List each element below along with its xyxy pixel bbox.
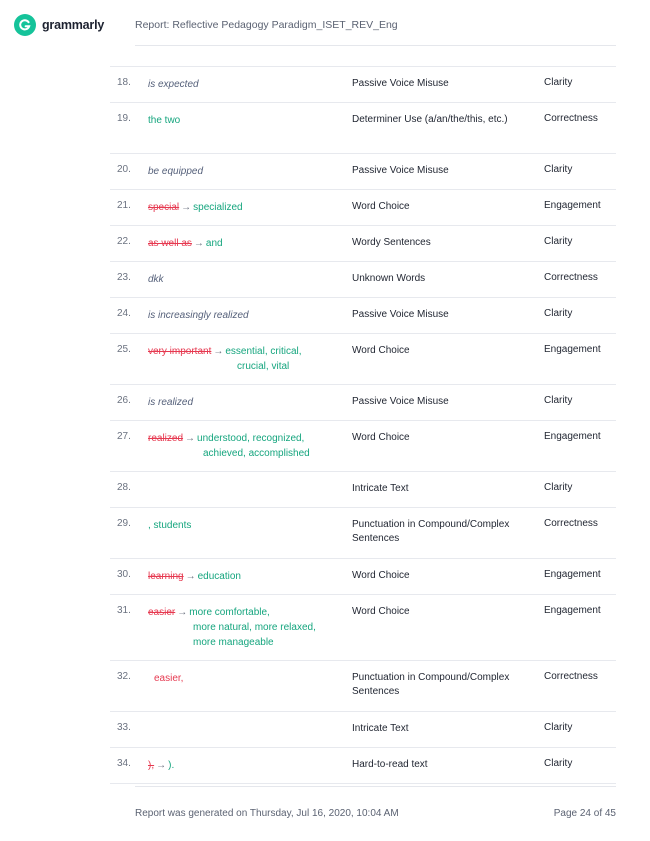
row-number: 24. bbox=[117, 308, 131, 319]
issue-type: Determiner Use (a/an/the/this, etc.) bbox=[352, 114, 508, 125]
row-number: 25. bbox=[117, 344, 131, 355]
issue-type: Intricate Text bbox=[352, 723, 409, 734]
table-row bbox=[110, 153, 616, 189]
row-number: 27. bbox=[117, 431, 131, 442]
deleted-text: special bbox=[148, 202, 180, 213]
suggestion-phrase[interactable] bbox=[148, 395, 338, 410]
suggestion-phrase[interactable] bbox=[148, 431, 338, 461]
replacement-text[interactable]: essential, bbox=[225, 346, 268, 357]
table-row bbox=[110, 333, 616, 384]
row-number: 34. bbox=[117, 758, 131, 769]
arrow-right-icon: → bbox=[156, 760, 167, 771]
issue-type: Passive Voice Misuse bbox=[352, 396, 449, 407]
arrow-right-icon: → bbox=[185, 433, 196, 444]
issue-category: Engagement bbox=[544, 200, 601, 211]
deleted-text: realized bbox=[148, 433, 184, 444]
row-number: 28. bbox=[117, 482, 131, 493]
row-number: 26. bbox=[117, 395, 131, 406]
table-row bbox=[110, 660, 616, 711]
issue-category: Clarity bbox=[544, 164, 573, 175]
arrow-right-icon: → bbox=[213, 346, 224, 357]
table-row bbox=[110, 558, 616, 594]
row-number: 29. bbox=[117, 518, 131, 529]
deleted-text: learning bbox=[148, 571, 184, 582]
suggestion-phrase[interactable] bbox=[148, 758, 338, 773]
insertion-text: the two bbox=[148, 115, 181, 126]
issue-category: Correctness bbox=[544, 518, 598, 529]
table-row bbox=[110, 711, 616, 747]
replacement-text[interactable]: recognized, bbox=[252, 433, 305, 444]
suggestion-phrase[interactable] bbox=[148, 236, 338, 251]
suggestion-phrase[interactable] bbox=[148, 113, 338, 128]
replacement-text[interactable]: specialized bbox=[193, 202, 243, 213]
arrow-right-icon: → bbox=[177, 607, 188, 618]
suggestion-phrase[interactable] bbox=[148, 569, 338, 584]
issue-type: Wordy Sentences bbox=[352, 237, 431, 248]
issue-category: Clarity bbox=[544, 482, 573, 493]
issue-category: Correctness bbox=[544, 113, 598, 124]
replacement-text[interactable]: more relaxed, bbox=[254, 622, 316, 633]
brand-name: grammarly bbox=[42, 18, 105, 32]
grammarly-logo[interactable] bbox=[14, 14, 104, 36]
suggestions-table bbox=[110, 66, 616, 784]
insertion-text: easier, bbox=[154, 673, 184, 684]
issue-type: Intricate Text bbox=[352, 483, 409, 494]
row-number: 32. bbox=[117, 671, 131, 682]
replacement-text[interactable]: accomplished bbox=[248, 448, 310, 459]
table-row bbox=[110, 747, 616, 784]
suggestion-phrase[interactable] bbox=[148, 200, 338, 215]
replacement-text[interactable]: critical, bbox=[270, 346, 302, 357]
row-number: 20. bbox=[117, 164, 131, 175]
issue-type: Punctuation in Compound/Complex Sentences bbox=[352, 519, 510, 544]
footer-divider bbox=[135, 786, 616, 787]
issue-type: Word Choice bbox=[352, 345, 410, 356]
suggestion-phrase[interactable] bbox=[148, 308, 338, 323]
row-number: 22. bbox=[117, 236, 131, 247]
arrow-right-icon: → bbox=[193, 238, 204, 249]
suggestion-phrase[interactable] bbox=[148, 518, 338, 533]
issue-category: Clarity bbox=[544, 758, 573, 769]
row-number: 18. bbox=[117, 77, 131, 88]
issue-type: Word Choice bbox=[352, 201, 410, 212]
issue-type: Hard-to-read text bbox=[352, 759, 428, 770]
issue-type: Passive Voice Misuse bbox=[352, 165, 449, 176]
suggestion-phrase[interactable] bbox=[148, 77, 338, 92]
replacement-text[interactable]: and bbox=[205, 238, 223, 249]
replacement-text[interactable]: education bbox=[197, 571, 241, 582]
issue-category: Correctness bbox=[544, 272, 598, 283]
insertion-text: , students bbox=[148, 520, 192, 531]
issue-type: Word Choice bbox=[352, 606, 410, 617]
issue-type: Word Choice bbox=[352, 570, 410, 581]
deleted-text: ), bbox=[148, 760, 155, 771]
table-row bbox=[110, 66, 616, 102]
issue-category: Clarity bbox=[544, 722, 573, 733]
table-row bbox=[110, 420, 616, 471]
suggestion-phrase[interactable] bbox=[148, 671, 338, 686]
replacement-text[interactable]: ). bbox=[168, 760, 175, 771]
table-row bbox=[110, 507, 616, 558]
deleted-text: as well as bbox=[148, 238, 192, 249]
issue-type: Passive Voice Misuse bbox=[352, 78, 449, 89]
report-header bbox=[0, 0, 650, 60]
row-number: 33. bbox=[117, 722, 131, 733]
suggestion-phrase[interactable] bbox=[148, 344, 338, 374]
row-number: 31. bbox=[117, 605, 131, 616]
row-number: 19. bbox=[117, 113, 131, 124]
suggestion-phrase[interactable] bbox=[148, 605, 338, 650]
flagged-text: is expected bbox=[148, 79, 199, 90]
table-row bbox=[110, 594, 616, 660]
issue-category: Clarity bbox=[544, 236, 573, 247]
replacement-text[interactable]: achieved, bbox=[203, 448, 246, 459]
replacement-text[interactable]: more manageable bbox=[193, 637, 274, 648]
grammarly-logo-icon bbox=[14, 14, 36, 36]
flagged-text: is increasingly realized bbox=[148, 310, 249, 321]
table-row bbox=[110, 102, 616, 153]
report-title: Report: Reflective Pedagogy Paradigm_ISET_REV_Eng bbox=[135, 19, 398, 31]
row-number: 21. bbox=[117, 200, 131, 211]
replacement-text[interactable]: more comfortable, bbox=[189, 607, 270, 618]
replacement-text[interactable]: understood, bbox=[197, 433, 250, 444]
header-divider bbox=[135, 45, 616, 46]
suggestion-phrase[interactable] bbox=[148, 164, 338, 179]
flagged-text: dkk bbox=[148, 274, 164, 285]
table-row bbox=[110, 225, 616, 261]
suggestion-phrase[interactable] bbox=[148, 272, 338, 287]
issue-type: Passive Voice Misuse bbox=[352, 309, 449, 320]
flagged-text: is realized bbox=[148, 397, 194, 408]
issue-type: Punctuation in Compound/Complex Sentences bbox=[352, 672, 510, 697]
table-row bbox=[110, 297, 616, 333]
issue-category: Clarity bbox=[544, 77, 573, 88]
deleted-text: very important bbox=[148, 346, 212, 357]
issue-category: Engagement bbox=[544, 569, 601, 580]
replacement-text[interactable]: crucial, bbox=[237, 361, 269, 372]
table-row bbox=[110, 261, 616, 297]
issue-category: Clarity bbox=[544, 395, 573, 406]
row-number: 30. bbox=[117, 569, 131, 580]
issue-category: Correctness bbox=[544, 671, 598, 682]
issue-category: Engagement bbox=[544, 431, 601, 442]
table-row bbox=[110, 471, 616, 507]
page-number: Page 24 of 45 bbox=[553, 808, 616, 819]
issue-type: Unknown Words bbox=[352, 273, 426, 284]
generated-timestamp: Report was generated on Thursday, Jul 16, 2020, 10:04 AM bbox=[135, 808, 399, 819]
replacement-text[interactable]: vital bbox=[271, 361, 290, 372]
arrow-right-icon: → bbox=[185, 571, 196, 582]
arrow-right-icon: → bbox=[181, 202, 192, 213]
flagged-text: be equipped bbox=[148, 166, 204, 177]
issue-type: Word Choice bbox=[352, 432, 410, 443]
issue-category: Engagement bbox=[544, 344, 601, 355]
deleted-text: easier bbox=[148, 607, 176, 618]
issue-category: Clarity bbox=[544, 308, 573, 319]
issue-category: Engagement bbox=[544, 605, 601, 616]
table-row bbox=[110, 189, 616, 225]
replacement-text[interactable]: more natural, bbox=[193, 622, 252, 633]
table-row bbox=[110, 384, 616, 420]
row-number: 23. bbox=[117, 272, 131, 283]
